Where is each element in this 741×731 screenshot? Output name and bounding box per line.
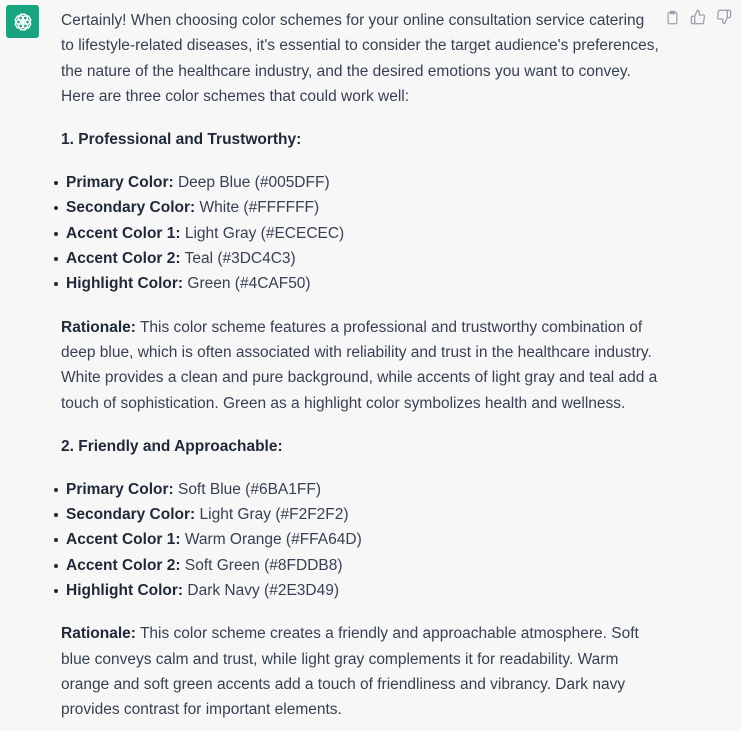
thumbs-up-button[interactable] — [689, 8, 707, 26]
item-value: White (#FFFFFF) — [195, 199, 320, 217]
spacer — [61, 297, 661, 315]
scheme-color-list — [61, 477, 661, 603]
list-item — [61, 170, 661, 195]
thumbs-down-icon — [716, 9, 732, 25]
list-item — [61, 195, 661, 220]
rationale-paragraph — [61, 315, 661, 416]
item-label: Secondary Color: — [66, 199, 196, 217]
spacer — [61, 603, 661, 621]
rationale-text: This color scheme creates a friendly and approachable atmosphere. Soft blue conveys calm and trust, while light gray complements it for readability. Warm orange and soft green accents add a touch of friendliness and vibrancy. Dark navy provides contrast for important elements. — [61, 625, 639, 719]
list-item — [61, 578, 661, 603]
assistant-avatar — [6, 5, 39, 38]
list-item — [61, 527, 661, 552]
copy-button[interactable] — [663, 8, 681, 26]
thumbs-down-button[interactable] — [715, 8, 733, 26]
scheme-heading: 2. Friendly and Approachable: — [61, 437, 283, 455]
intro-paragraph: Certainly! When choosing color schemes for your online consultation service catering to lifestyle-related diseases, it's essential to consider the target audience's preferences, the nature of the healthcare industry, and the desired emotions you want to convey. Here are three color schemes that could work well: — [61, 12, 659, 105]
item-value: Light Gray (#F2F2F2) — [195, 506, 349, 524]
rationale-text: This color scheme features a professional and trustworthy combination of deep blue, which is often associated with reliability and trust in the healthcare industry. White provides a clean and pure background, while accents of light gray and teal add a touch of sophistication. Green as a highlight color symbolizes health and wellness. — [61, 318, 658, 412]
item-value: Dark Navy (#2E3D49) — [183, 582, 340, 600]
item-label: Highlight Color: — [66, 582, 184, 600]
item-label: Primary Color: — [66, 480, 174, 498]
list-item — [61, 221, 661, 246]
item-label: Accent Color 1: — [66, 531, 181, 549]
openai-logo-icon — [12, 11, 34, 33]
scheme-heading: 1. Professional and Trustworthy: — [61, 131, 302, 149]
item-label: Accent Color 1: — [66, 224, 181, 242]
rationale-label: Rationale: — [61, 625, 136, 643]
list-item — [61, 246, 661, 271]
item-value: Soft Green (#8FDDB8) — [180, 556, 343, 574]
list-item — [61, 477, 661, 502]
item-value: Warm Orange (#FFA64D) — [180, 531, 362, 549]
item-label: Accent Color 2: — [66, 556, 181, 574]
list-item — [61, 553, 661, 578]
thumbs-up-icon — [690, 9, 706, 25]
scheme-color-list — [61, 170, 661, 296]
item-label: Secondary Color: — [66, 506, 196, 524]
clipboard-icon — [665, 10, 680, 25]
rationale-label: Rationale: — [61, 318, 136, 336]
message-actions — [663, 8, 733, 26]
item-value: Teal (#3DC4C3) — [180, 250, 296, 268]
item-label: Primary Color: — [66, 174, 174, 192]
item-value: Deep Blue (#005DFF) — [173, 174, 330, 192]
item-value: Soft Blue (#6BA1FF) — [173, 480, 321, 498]
item-value: Green (#4CAF50) — [183, 275, 311, 293]
rationale-paragraph — [61, 621, 661, 722]
assistant-message — [61, 8, 661, 723]
item-value: Light Gray (#ECECEC) — [180, 224, 345, 242]
item-label: Highlight Color: — [66, 275, 184, 293]
item-label: Accent Color 2: — [66, 250, 181, 268]
list-item — [61, 271, 661, 296]
list-item — [61, 502, 661, 527]
